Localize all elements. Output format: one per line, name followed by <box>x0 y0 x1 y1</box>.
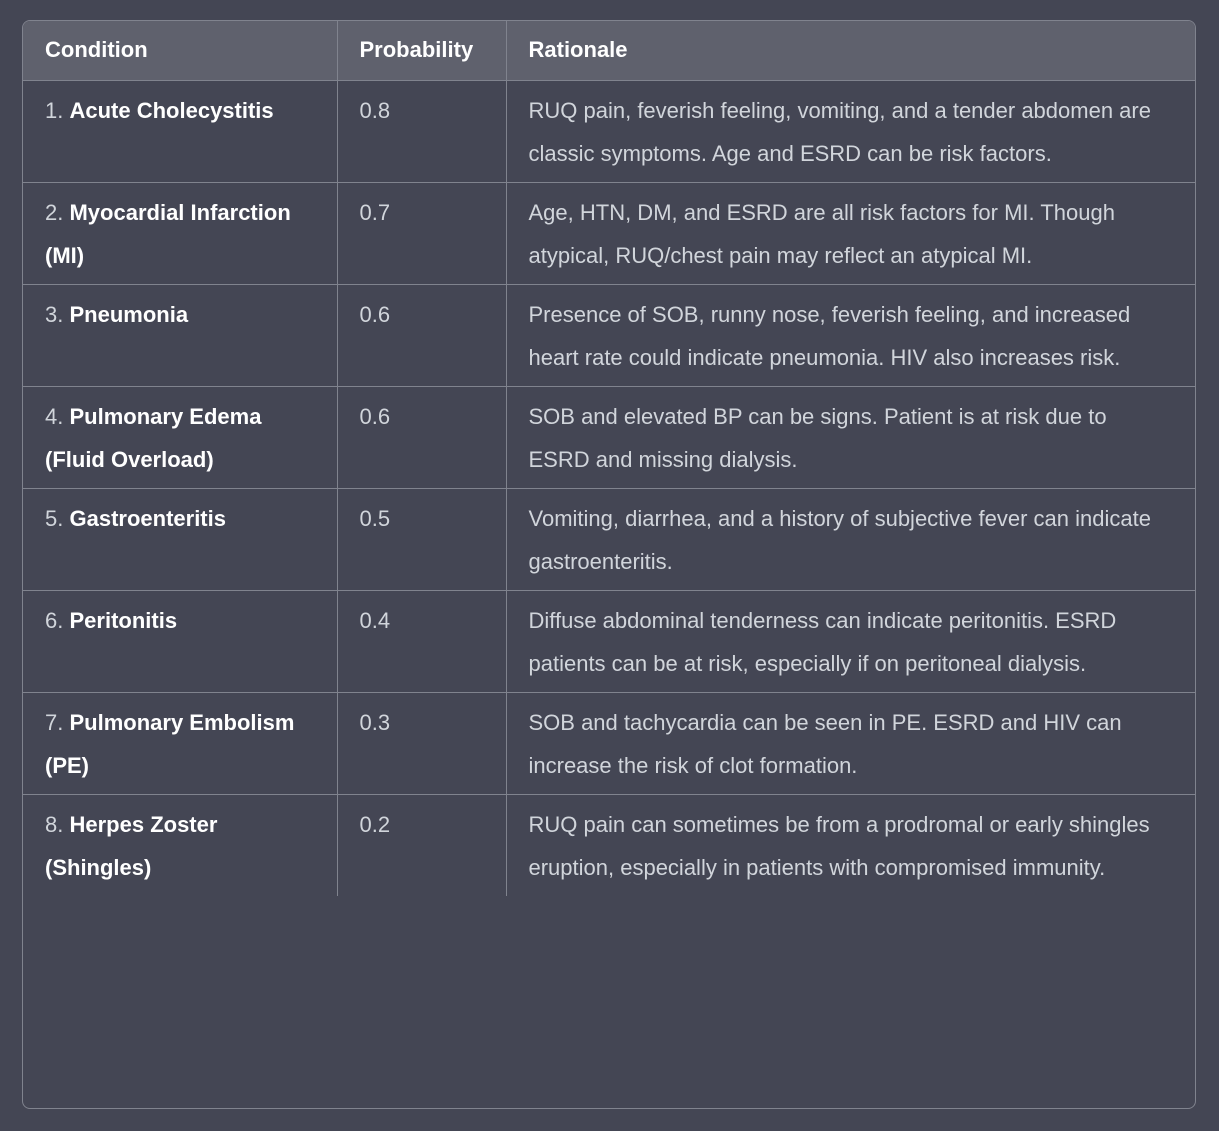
probability-cell: 0.2 <box>337 794 506 896</box>
probability-cell: 0.6 <box>337 386 506 488</box>
row-number: 7. <box>45 709 64 735</box>
condition-name: Gastroenteritis <box>69 505 226 531</box>
table-row <box>23 182 1195 284</box>
header-condition: Condition <box>23 21 337 80</box>
row-number: 8. <box>45 811 64 837</box>
condition-name: Pneumonia <box>69 301 189 327</box>
condition-name: Pulmonary Embolism (PE) <box>45 709 295 778</box>
rationale-cell: Age, HTN, DM, and ESRD are all risk factors for MI. Though atypical, RUQ/chest pain may reflect an atypical MI. <box>506 182 1195 284</box>
condition-cell <box>23 590 337 692</box>
condition-name: Herpes Zoster (Shingles) <box>45 811 218 880</box>
table-row <box>23 284 1195 386</box>
rationale-cell: Diffuse abdominal tenderness can indicate peritonitis. ESRD patients can be at risk, especially if on peritoneal dialysis. <box>506 590 1195 692</box>
probability-cell: 0.7 <box>337 182 506 284</box>
row-number: 4. <box>45 403 64 429</box>
condition-cell <box>23 386 337 488</box>
condition-cell <box>23 794 337 896</box>
table-row <box>23 80 1195 182</box>
diagnosis-table <box>23 21 1195 896</box>
condition-cell <box>23 284 337 386</box>
table-row <box>23 488 1195 590</box>
condition-name: Myocardial Infarction (MI) <box>45 199 291 268</box>
condition-cell <box>23 182 337 284</box>
rationale-cell: RUQ pain, feverish feeling, vomiting, and a tender abdomen are classic symptoms. Age and ESRD can be risk factors. <box>506 80 1195 182</box>
rationale-cell: SOB and elevated BP can be signs. Patient is at risk due to ESRD and missing dialysis. <box>506 386 1195 488</box>
row-number: 3. <box>45 301 64 327</box>
condition-cell <box>23 692 337 794</box>
condition-cell <box>23 80 337 182</box>
row-number: 2. <box>45 199 64 225</box>
condition-name: Pulmonary Edema (Fluid Overload) <box>45 403 262 472</box>
probability-cell: 0.4 <box>337 590 506 692</box>
row-number: 1. <box>45 97 64 123</box>
table-row <box>23 590 1195 692</box>
rationale-cell: Presence of SOB, runny nose, feverish feeling, and increased heart rate could indicate pneumonia. HIV also increases risk. <box>506 284 1195 386</box>
table-header-row <box>23 21 1195 80</box>
probability-cell: 0.5 <box>337 488 506 590</box>
probability-cell: 0.6 <box>337 284 506 386</box>
table-row <box>23 794 1195 896</box>
diagnosis-table-container <box>22 20 1196 1109</box>
probability-cell: 0.8 <box>337 80 506 182</box>
row-number: 6. <box>45 607 64 633</box>
rationale-cell: RUQ pain can sometimes be from a prodromal or early shingles eruption, especially in patients with compromised immunity. <box>506 794 1195 896</box>
row-number: 5. <box>45 505 64 531</box>
probability-cell: 0.3 <box>337 692 506 794</box>
rationale-cell: SOB and tachycardia can be seen in PE. ESRD and HIV can increase the risk of clot formation. <box>506 692 1195 794</box>
condition-cell <box>23 488 337 590</box>
rationale-cell: Vomiting, diarrhea, and a history of subjective fever can indicate gastroenteritis. <box>506 488 1195 590</box>
condition-name: Peritonitis <box>69 607 178 633</box>
table-row <box>23 692 1195 794</box>
condition-name: Acute Cholecystitis <box>69 97 274 123</box>
header-rationale: Rationale <box>528 37 628 63</box>
header-probability: Probability <box>337 21 506 80</box>
table-row <box>23 386 1195 488</box>
